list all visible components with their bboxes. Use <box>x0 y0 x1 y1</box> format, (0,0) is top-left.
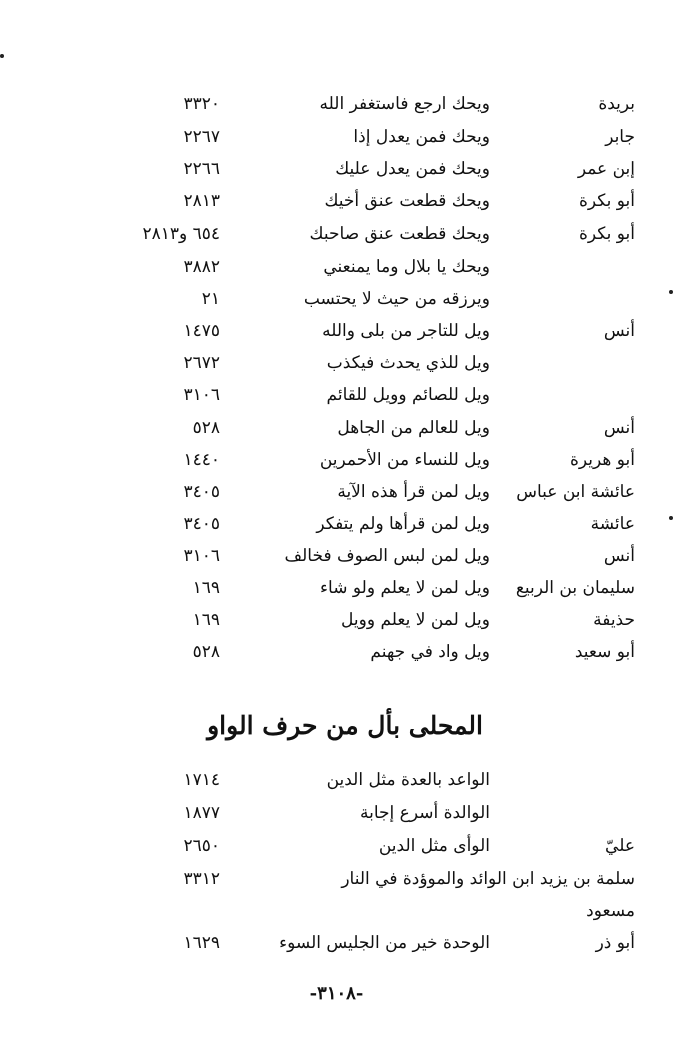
hadith-number: ٢٦٧٢ <box>183 353 220 373</box>
narrator: إبن عمر <box>577 159 635 179</box>
hadith-text: ويحك قطعت عنق صاحبك <box>309 224 490 244</box>
narrator: أبو بكرة <box>578 224 635 244</box>
narrator: أنس <box>603 418 635 438</box>
index-row <box>0 347 673 379</box>
index-row <box>0 863 673 895</box>
index-row <box>0 508 673 540</box>
hadith-text: ويل للتاجر من بلى والله <box>322 321 490 341</box>
index-row <box>0 412 673 444</box>
narrator: أبو هريرة <box>569 450 635 470</box>
index-row <box>0 927 673 959</box>
narrator: عائشة ابن عباس <box>516 482 635 502</box>
hadith-number: ٢٦٥٠ <box>183 836 220 856</box>
index-row <box>0 153 673 185</box>
narrator: جابر <box>605 127 635 147</box>
scan-edge-mark <box>0 54 4 58</box>
hadith-number: ١٦٩ <box>192 610 220 630</box>
index-row <box>0 185 673 217</box>
section-heading: المحلى بأل من حرف الواو <box>207 711 483 740</box>
hadith-number: ٣٣١٢ <box>183 869 220 889</box>
hadith-number: ٥٢٨ <box>192 418 220 438</box>
hadith-text: ويل للذي يحدث فيكذب <box>326 353 490 373</box>
hadith-text: ويل لمن قرأها ولم يتفكر <box>316 514 490 534</box>
narrator: أبو سعيد <box>574 642 635 662</box>
hadith-number: ٢٢٦٧ <box>183 127 220 147</box>
hadith-number: ٢٨١٣ <box>183 191 220 211</box>
hadith-text: ويل للنساء من الأحمرين <box>319 450 490 470</box>
hadith-number: ٣٤٠٥ <box>183 482 220 502</box>
narrator: أنس <box>603 321 635 341</box>
hadith-text: ويل لمن لا يعلم ولو شاء <box>320 578 490 598</box>
index-row <box>0 315 673 347</box>
hadith-text: ويل لمن لبس الصوف فخالف <box>284 546 490 566</box>
hadith-number: ٥٢٨ <box>192 642 220 662</box>
hadith-number: ١٤٤٠ <box>183 450 220 470</box>
index-row <box>0 895 673 927</box>
hadith-text: ويل للعالم من الجاهل <box>337 418 490 438</box>
hadith-number: ٣٤٠٥ <box>183 514 220 534</box>
hadith-text: ويرزقه من حيث لا يحتسب <box>303 289 490 309</box>
index-row <box>0 636 673 668</box>
index-row <box>0 764 673 796</box>
narrator: عليّ <box>605 836 635 856</box>
narrator: أبو بكرة <box>578 191 635 211</box>
hadith-text: ويحك يا بلال وما يمنعني <box>323 257 490 277</box>
hadith-text: ويحك فمن يعدل إذا <box>353 127 490 147</box>
hadith-number: ٣٣٢٠ <box>183 94 220 114</box>
hadith-number: ١٨٧٧ <box>183 803 220 823</box>
hadith-number: ١٧١٤ <box>183 770 220 790</box>
hadith-text: ويل للصائم وويل للقائم <box>326 385 490 405</box>
hadith-text: ويحك ارجع فاستغفر الله <box>319 94 490 114</box>
index-row <box>0 540 673 572</box>
hadith-number: ٣٨٨٢ <box>183 257 220 277</box>
narrator: حذيفة <box>593 610 635 630</box>
index-row <box>0 476 673 508</box>
hadith-text: ويحك قطعت عنق أخيك <box>324 191 490 211</box>
hadith-text: ويل لمن لا يعلم وويل <box>341 610 490 630</box>
hadith-number: ٢٢٦٦ <box>183 159 220 179</box>
index-row <box>0 121 673 153</box>
index-row <box>0 88 673 120</box>
hadith-number: ١٤٧٥ <box>183 321 220 341</box>
hadith-text: ويل لمن قرأ هذه الآية <box>337 482 490 502</box>
index-row <box>0 572 673 604</box>
hadith-number: ١٦٩ <box>192 578 220 598</box>
hadith-text: الوحدة خير من الجليس السوء <box>279 933 490 953</box>
narrator: مسعود <box>586 901 635 921</box>
narrator: أنس <box>603 546 635 566</box>
narrator: سليمان بن الربيع <box>515 578 635 598</box>
narrator: أبو ذر <box>595 933 635 953</box>
index-row <box>0 797 673 829</box>
hadith-text: الوأى مثل الدين <box>378 836 490 856</box>
page-number: -٣١٠٨- <box>309 983 364 1004</box>
index-row <box>0 444 673 476</box>
index-row <box>0 251 673 283</box>
index-row <box>0 604 673 636</box>
narrator: سلمة بن يزيد ابن الوائد والموؤدة في النار <box>341 869 635 889</box>
index-row <box>0 830 673 862</box>
hadith-number: ٣١٠٦ <box>183 546 220 566</box>
index-row <box>0 283 673 315</box>
hadith-text: ويحك فمن يعدل عليك <box>335 159 490 179</box>
index-row <box>0 379 673 411</box>
hadith-text: ويل واد في جهنم <box>370 642 490 662</box>
hadith-text: الوالدة أسرع إجابة <box>360 803 490 823</box>
hadith-text: الواعد بالعدة مثل الدين <box>326 770 490 790</box>
hadith-number: ٦٥٤ و٢٨١٣ <box>142 224 220 244</box>
narrator: عائشة <box>590 514 635 534</box>
hadith-number: ٢١ <box>201 289 220 309</box>
index-row <box>0 218 673 250</box>
hadith-number: ٣١٠٦ <box>183 385 220 405</box>
hadith-number: ١٦٢٩ <box>183 933 220 953</box>
narrator: بريدة <box>598 94 635 114</box>
